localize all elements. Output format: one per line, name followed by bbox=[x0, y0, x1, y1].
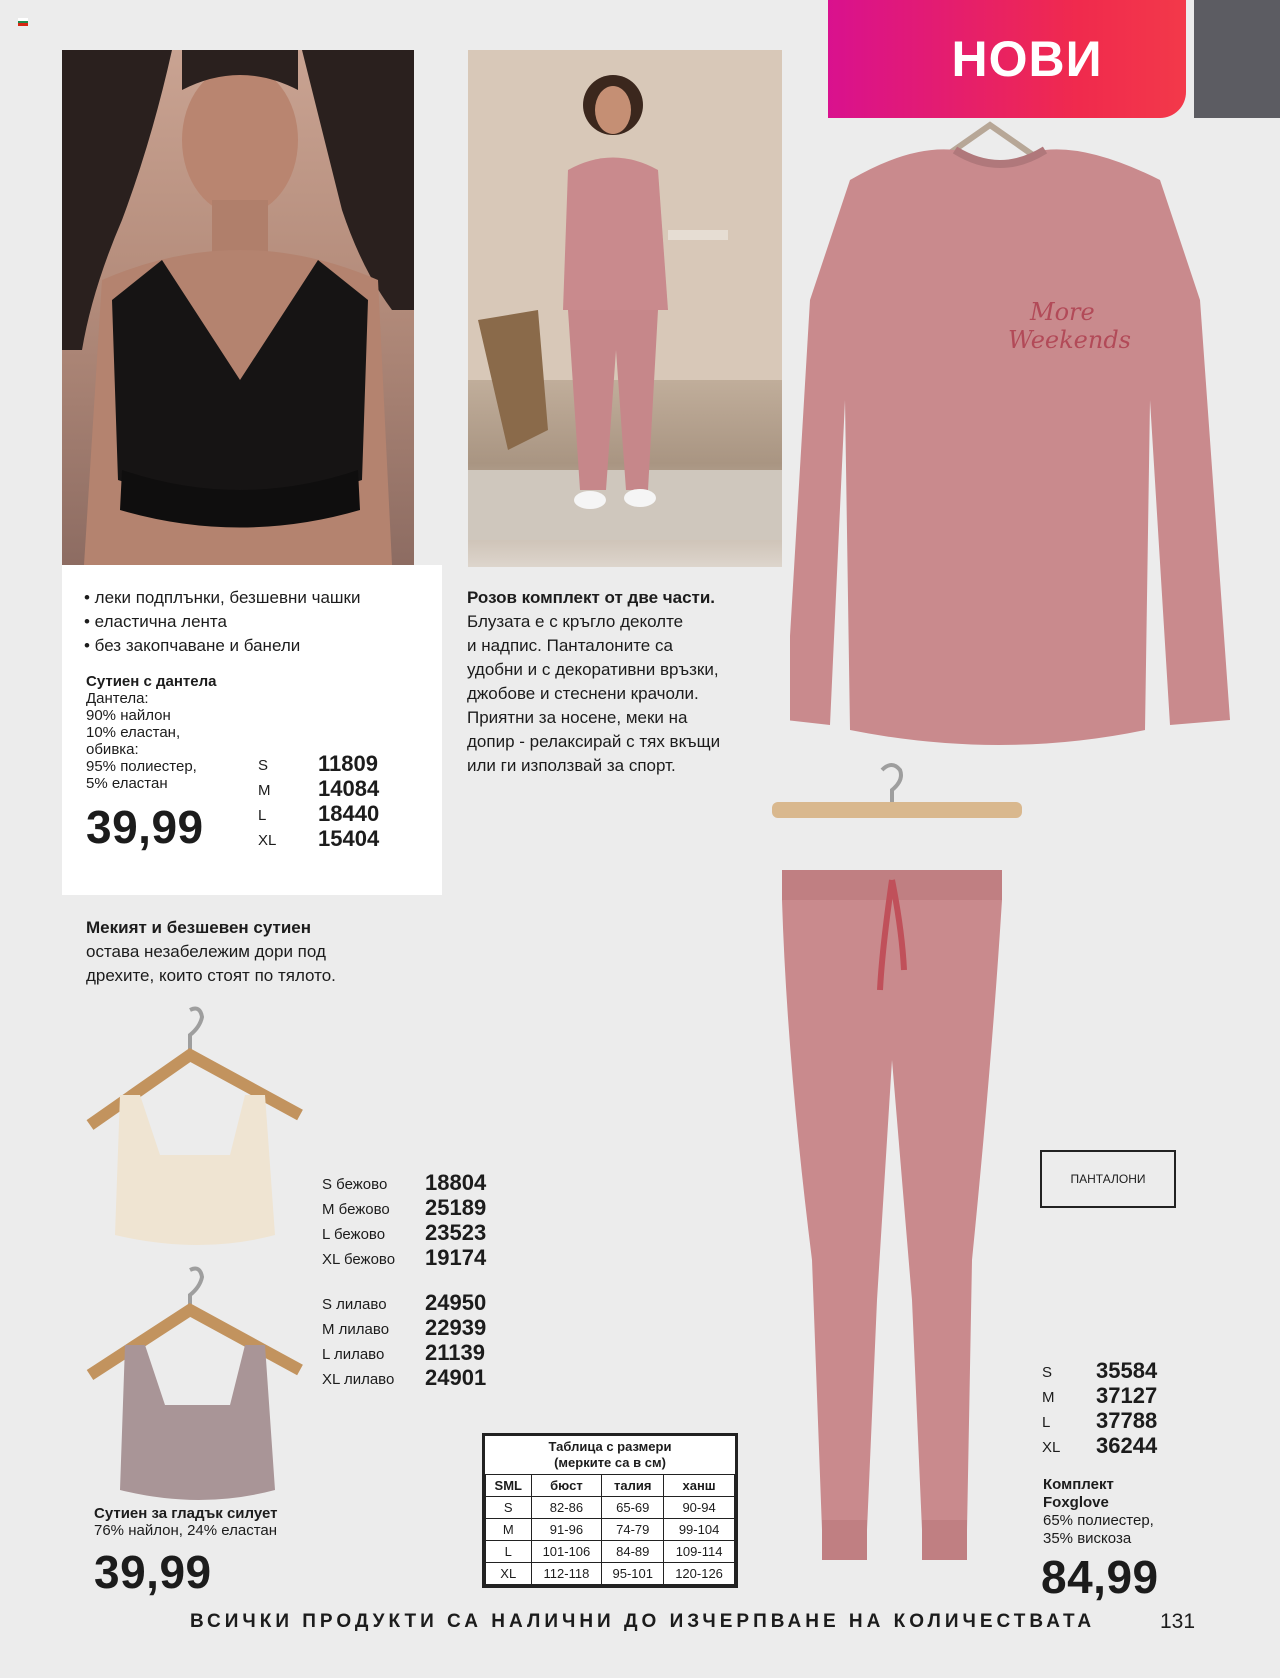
table-header-cell: талия bbox=[602, 1475, 664, 1497]
size-label: S bbox=[258, 757, 269, 774]
description-line: и надпис. Панталоните са bbox=[467, 636, 673, 655]
description-line: или ги използвай за спорт. bbox=[467, 756, 676, 775]
new-badge: НОВИ bbox=[828, 0, 1186, 118]
composition-line: 76% найлон, 24% еластан bbox=[94, 1522, 278, 1539]
foxglove-size-list bbox=[1042, 1360, 1060, 1460]
product-code: 15404 bbox=[318, 826, 380, 851]
description-line: Блузата е с кръгло деколте bbox=[467, 612, 684, 631]
lace-bra-details bbox=[86, 673, 217, 792]
composition-line: 35% вискоза bbox=[1043, 1530, 1132, 1547]
product-code: 25189 bbox=[425, 1195, 487, 1220]
size-label: S bbox=[1042, 1364, 1053, 1381]
table-row bbox=[486, 1563, 735, 1585]
size-label: S бежово bbox=[322, 1176, 388, 1193]
table-cell: 120-126 bbox=[664, 1563, 735, 1585]
table-cell: L bbox=[486, 1541, 532, 1563]
product-code: 37127 bbox=[1096, 1383, 1158, 1408]
composition-line: 95% полиестер, bbox=[86, 758, 197, 775]
size-label: XL лилаво bbox=[322, 1371, 395, 1388]
lilac-code-list bbox=[425, 1290, 486, 1390]
table-header-cell: SML bbox=[486, 1475, 532, 1497]
beige-size-list bbox=[322, 1172, 395, 1272]
lace-bra-size-list bbox=[258, 753, 276, 853]
table-cell: 95-101 bbox=[602, 1563, 664, 1585]
size-label: XL бежово bbox=[322, 1251, 396, 1268]
composition-line: 65% полиестер, bbox=[1043, 1512, 1154, 1529]
composition-line: 90% найлон bbox=[86, 707, 171, 724]
product-code: 24901 bbox=[425, 1365, 487, 1390]
size-label: XL bbox=[1042, 1439, 1061, 1456]
language-flag-icon bbox=[18, 18, 28, 26]
size-label: XL bbox=[258, 832, 277, 849]
seamless-bra-price: 39,99 bbox=[94, 1546, 212, 1598]
table-cell: 99-104 bbox=[664, 1519, 735, 1541]
table-header-cell: ханш bbox=[664, 1475, 735, 1497]
size-table-subtitle: (мерките са в см) bbox=[554, 1455, 666, 1470]
seamless-title: Мекият и безшевен сутиен bbox=[86, 918, 312, 937]
lace-bra-photo bbox=[62, 50, 414, 565]
availability-footer: ВСИЧКИ ПРОДУКТИ СА НАЛИЧНИ ДО ИЗЧЕРПВАНЕ НА КОЛИЧЕСТВАТА bbox=[190, 1611, 1096, 1632]
beige-bra-image bbox=[80, 1005, 310, 1260]
lace-bra-bullets bbox=[84, 586, 360, 658]
table-cell: 91-96 bbox=[531, 1519, 602, 1541]
description-line: джобове и стеснени крачоли. bbox=[467, 684, 699, 703]
table-row bbox=[486, 1541, 735, 1563]
size-label: M бежово bbox=[322, 1201, 390, 1218]
size-label: L bbox=[258, 807, 267, 824]
page-number: 131 bbox=[1160, 1610, 1196, 1633]
product-code: 18804 bbox=[425, 1170, 487, 1195]
product-code: 35584 bbox=[1096, 1358, 1158, 1383]
intro-line: дрехите, които стоят по тялото. bbox=[86, 966, 336, 985]
table-row bbox=[486, 1497, 735, 1519]
size-label: L bbox=[1042, 1414, 1051, 1431]
product-code: 18440 bbox=[318, 801, 380, 826]
print-line-1: More bbox=[1030, 298, 1095, 326]
table-cell: 112-118 bbox=[531, 1563, 602, 1585]
set-title: Розов комплект от две части. bbox=[467, 588, 716, 607]
description-line: удобни и с декоративни връзки, bbox=[467, 660, 719, 679]
size-label: M bbox=[1042, 1389, 1055, 1406]
table-cell: M bbox=[486, 1519, 532, 1541]
table-cell: 84-89 bbox=[602, 1541, 664, 1563]
bullet-item: • без закопчаване и банели bbox=[84, 636, 301, 655]
product-name: Сутиен с дантела bbox=[86, 673, 217, 690]
table-header-cell: бюст bbox=[531, 1475, 602, 1497]
intro-line: остава незабележим дори под bbox=[86, 942, 326, 961]
table-cell: 90-94 bbox=[664, 1497, 735, 1519]
size-label: L бежово bbox=[322, 1226, 386, 1243]
size-table bbox=[482, 1433, 738, 1588]
table-row bbox=[486, 1519, 735, 1541]
table-header-row bbox=[486, 1475, 735, 1497]
foxglove-details bbox=[1043, 1476, 1154, 1548]
size-label: S лилаво bbox=[322, 1296, 387, 1313]
size-label: M bbox=[258, 782, 271, 799]
bullet-item: • леки подплънки, безшевни чашки bbox=[84, 588, 361, 607]
pants-label-box: ПАНТАЛОНИ bbox=[1040, 1150, 1176, 1208]
table-cell: 109-114 bbox=[664, 1541, 735, 1563]
product-code: 21139 bbox=[425, 1340, 485, 1365]
product-code: 37788 bbox=[1096, 1408, 1158, 1433]
product-code: 22939 bbox=[425, 1315, 487, 1340]
composition-line: 10% еластан, bbox=[86, 724, 181, 741]
foxglove-price: 84,99 bbox=[1041, 1551, 1159, 1603]
lilac-size-list bbox=[322, 1292, 394, 1392]
size-table-grid bbox=[485, 1474, 735, 1585]
product-code: 11809 bbox=[318, 751, 378, 776]
size-table-title: Таблица с размери bbox=[548, 1439, 672, 1454]
table-cell: 65-69 bbox=[602, 1497, 664, 1519]
pink-sweatshirt-image bbox=[790, 120, 1250, 765]
product-name: Foxglove bbox=[1043, 1494, 1109, 1511]
lace-bra-code-list bbox=[318, 751, 379, 851]
table-cell: S bbox=[486, 1497, 532, 1519]
beige-code-list bbox=[425, 1170, 486, 1270]
pink-pants-image bbox=[762, 760, 1022, 1605]
set-description bbox=[467, 586, 720, 778]
seamless-bra-intro bbox=[86, 916, 336, 988]
composition-line: 5% еластан bbox=[86, 775, 168, 792]
table-cell: 82-86 bbox=[531, 1497, 602, 1519]
table-cell: XL bbox=[486, 1563, 532, 1585]
product-name: Комплект bbox=[1043, 1476, 1114, 1493]
size-label: L лилаво bbox=[322, 1346, 385, 1363]
model-pink-set-photo bbox=[468, 50, 782, 567]
table-cell: 74-79 bbox=[602, 1519, 664, 1541]
print-line-2: Weekends bbox=[1008, 326, 1131, 354]
product-code: 14084 bbox=[318, 776, 380, 801]
lace-bra-price: 39,99 bbox=[86, 801, 204, 853]
composition-line: обивка: bbox=[86, 741, 139, 758]
lilac-bra-image bbox=[80, 1265, 310, 1520]
composition-line: Дантела: bbox=[86, 690, 149, 707]
corner-block bbox=[1194, 0, 1280, 118]
product-code: 24950 bbox=[425, 1290, 487, 1315]
foxglove-code-list bbox=[1096, 1358, 1157, 1458]
product-code: 23523 bbox=[425, 1220, 487, 1245]
product-name: Сутиен за гладък силует bbox=[94, 1505, 278, 1522]
table-cell: 101-106 bbox=[531, 1541, 602, 1563]
seamless-bra-details bbox=[94, 1505, 277, 1539]
size-label: M лилаво bbox=[322, 1321, 390, 1338]
product-code: 36244 bbox=[1096, 1433, 1158, 1458]
description-line: Приятни за носене, меки на bbox=[467, 708, 688, 727]
product-code: 19174 bbox=[425, 1245, 487, 1270]
bullet-item: • еластична лента bbox=[84, 612, 227, 631]
description-line: допир - релаксирай с тях вкъщи bbox=[467, 732, 721, 751]
